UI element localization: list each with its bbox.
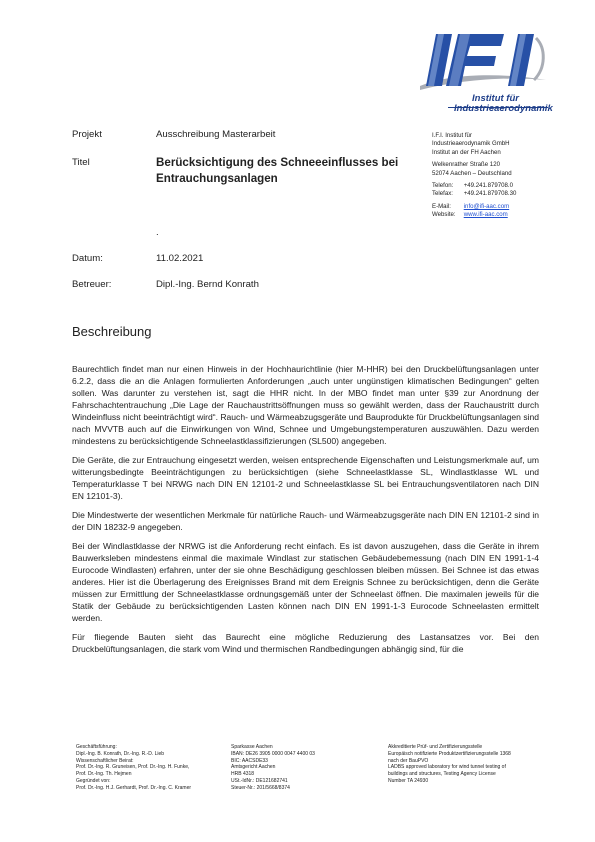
phone-value: +49.241.879708.0 xyxy=(463,182,514,190)
phone-label: Telefon: xyxy=(432,182,454,190)
ifi-logo-mark xyxy=(418,28,548,94)
footer-line: Dipl.-Ing. B. Konrath, Dr.-Ing. R.-D. Lieb xyxy=(76,750,165,757)
footer-line: Prof. Dr.-Ing. H.J. Gerhardt, Prof. Dr.-Ing. C. Kramer xyxy=(76,784,192,791)
footer-line: Amtsgericht Aachen xyxy=(231,764,276,771)
footer-line: nach der BauPVO xyxy=(388,757,429,764)
betreuer-label: Betreuer: xyxy=(72,279,112,290)
ifi-logo xyxy=(418,28,553,128)
email-row xyxy=(432,203,562,211)
footer-line: Wissenschaftlicher Beirat: xyxy=(76,757,134,764)
titel-label: Titel xyxy=(72,157,90,168)
footer-line: Steuer-Nr.: 201/5668/8374 xyxy=(231,784,290,791)
email-label: E-Mail: xyxy=(432,202,451,210)
footer-line: Akkreditierte Prüf- und Zertifizierungsstelle xyxy=(388,744,483,750)
logo-line1: Institut für xyxy=(472,93,519,104)
footer-line: Gegründet von: xyxy=(76,777,111,784)
website-row xyxy=(432,211,562,219)
footer-line: BIC: AACSDE33 xyxy=(231,757,268,764)
logo-line2: Industrieaerodynamik xyxy=(454,103,553,114)
footer-line: Prof. Dr.-Ing. R. Gruneisen, Prof. Dr.-Ing. H. Funke, xyxy=(76,764,190,771)
address-line1: I.F.I. Institut für xyxy=(432,132,472,139)
footer-accreditation xyxy=(388,744,538,785)
paragraph-1: Baurechtlich findet man nur einen Hinweis in der Hochhaurichtlinie (hier M-HHR) bei den Druckbelüftungsanlagen unter 6.2.2, dass die an die Anlagen formulierten Anforderungen „auch unter ungünstigen klimatischen Bedingungen“ gelten sollen. Was darunter zu verstehen ist, sagt die HHR nicht. In der MBO findet man unter §39 zur Anordnung der Fahrschachtentrauchung „Die Lage der Rauchaustrittsöffnungen muss so gewählt werden, dass der Rauchaustritt durch Windeinfluss nicht beeinträchtigt wird“. Rauch- und Wärmeabzugsgeräte und Bauprodukte für Druckbelüftungsanlagen sind nach MVVTB auch auf die Einwirkungen von Wind, Schnee und Umgebungstemperaturen auszuwählen. Dazu werden mindestens zu berücksichtigende Schneelastklassifizierungen (SL500) angegeben. xyxy=(72,364,539,447)
titel-line2: Entrauchungsanlagen xyxy=(156,172,278,185)
footer-line: Prof. Dr.-Ing. Th. Hejmen xyxy=(76,771,132,778)
datum-label: Datum: xyxy=(72,253,103,264)
description-body xyxy=(72,363,539,662)
footer-line: Geschäftsführung: xyxy=(76,744,117,750)
website-link[interactable]: www.ifi-aac.com xyxy=(463,211,508,219)
titel-value xyxy=(156,155,426,187)
footer-line: LADBS approved laboratory for wind tunnel testing of xyxy=(388,764,506,771)
dot-mark: . xyxy=(156,227,159,238)
betreuer-value: Dipl.-Ing. Bernd Konrath xyxy=(156,279,259,290)
website-label: Website: xyxy=(432,211,456,219)
paragraph-4: Bei der Windlastklasse der NRWG ist die Anforderung recht einfach. Es ist davon auszugehen, dass die Geräte in ihrem Bauwerksleben mindestens einmal die maximale Windlast zur statischen Gebäudebemessung (nach DIN EN 1991-1-4 Eurocode Windlasten) erfahren, unter der sie ohne Beschädigung geschlossen bleiben müssen. Bei Schnee ist das etwas anderes. Hier ist die Überlagerung des Ereignisses Brand mit dem Ereignis Schnee zu berücksichtigen, denn die Geräte müssen zur Ermittlung der Schneelastklasse ordnungsgemäß unter der Schneelast öffnen. Die maximalen jeweils für die Statik der Gebäude zu berücksichtigenden Lasten können nach DIN EN 1991-1-3 Eurocode Schneelasten ermittelt werden. xyxy=(72,541,539,624)
logo-wordmark xyxy=(454,93,553,114)
address-line4: Welkenrather Straße 120 xyxy=(432,161,500,169)
paragraph-3: Die Mindestwerte der wesentlichen Merkmale für natürliche Rauch- und Wärmeabzugsgeräte nach DIN EN 12101-2 sind in der DIN 18232-9 angegeben. xyxy=(72,510,539,533)
datum-value: 11.02.2021 xyxy=(156,253,204,264)
section-title: Beschreibung xyxy=(72,324,152,339)
logo-underline xyxy=(448,107,548,108)
projekt-value: Ausschreibung Masterarbeit xyxy=(156,129,276,140)
footer-line: buildings and structures, Testing Agency License xyxy=(388,771,496,778)
titel-line1: Berücksichtigung des Schneeeinflusses bei xyxy=(156,156,399,169)
address-line2: Industrieaerodynamik GmbH xyxy=(432,140,510,148)
footer-line: Number TA 24930 xyxy=(388,777,429,784)
fax-label: Telefax: xyxy=(432,190,454,198)
address-line3: Institut an der FH Aachen xyxy=(432,148,501,156)
fax-row xyxy=(432,190,562,198)
email-link[interactable]: info@ifi-aac.com xyxy=(463,202,510,210)
footer-bank xyxy=(231,744,371,792)
paragraph-5: Für fliegende Bauten sieht das Baurecht eine mögliche Reduzierung des Lastansatzes vor. Bei den Druckbelüftungsanlagen, die stark vom Wind und thermischen Randbedingungen abhängig sind, für die xyxy=(72,632,539,655)
footer-line: HRB 4318 xyxy=(231,771,255,778)
fax-value: +49.241.879708.30 xyxy=(463,190,517,198)
phone-row xyxy=(432,182,562,190)
projekt-label: Projekt xyxy=(72,129,102,140)
footer-line: IBAN: DE26 3905 0000 0047 4400 03 xyxy=(231,750,315,757)
footer-line: Sparkasse Aachen xyxy=(231,744,273,750)
footer-management xyxy=(76,744,216,792)
paragraph-2: Die Geräte, die zur Entrauchung eingesetzt werden, weisen entsprechende Eigenschaften und Leistungsmerkmale auf, um witterungsbedingte Beeinträchtigungen zu berücksichtigen (siehe Schneelastklasse SL, Windlastklasse WL und Temperaturklasse T bei NRWG nach DIN EN 12101-2 und Schneelastklasse SL bei Entrauchungsventilatoren nach DIN EN 12101-3). xyxy=(72,455,539,502)
footer-line: USt.-IdNr.: DE121682741 xyxy=(231,777,288,784)
footer-line: Europäisch notifizierte Produktzertifizierungsstelle 1368 xyxy=(388,750,511,757)
address-block xyxy=(432,132,562,220)
address-line5: 52074 Aachen – Deutschland xyxy=(432,169,512,177)
